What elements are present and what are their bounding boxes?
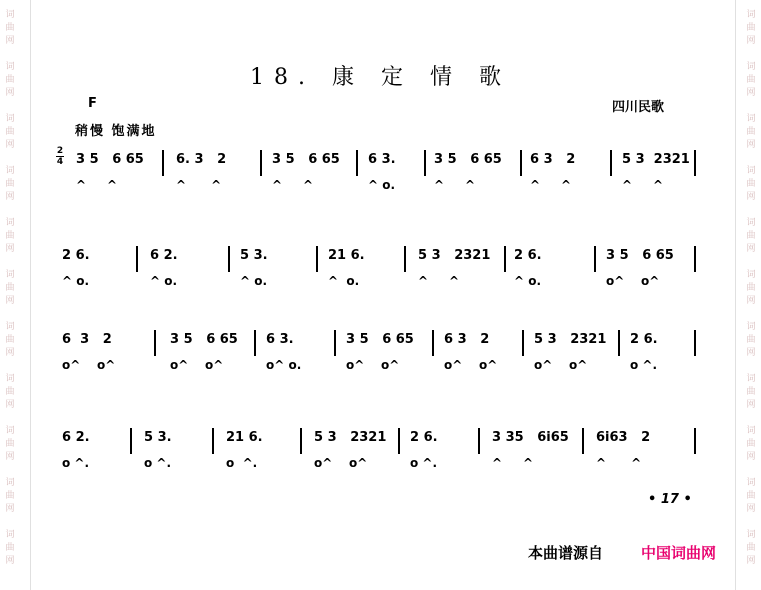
time-signature-bottom: 4 — [56, 157, 64, 167]
watermark-char: 网 — [5, 244, 15, 254]
measure-marks: ^ ^ — [530, 178, 571, 192]
measure-marks: ^ o. — [328, 274, 360, 288]
watermark-char: 曲 — [5, 491, 15, 501]
measure-marks: o ^. — [62, 456, 90, 470]
bar-line — [228, 246, 230, 272]
measure-notes: 3 5 6 65 — [346, 332, 414, 347]
measure-notes: 2 6. — [630, 332, 658, 347]
measure-notes: 6 3. — [368, 152, 396, 167]
measure-marks: o ^. — [410, 456, 438, 470]
footer-site-link[interactable]: 中国词曲网 — [641, 544, 717, 562]
watermark-char: 词 — [5, 218, 15, 228]
song-origin: 四川民歌 — [612, 100, 665, 115]
bar-line — [398, 428, 400, 454]
watermark-char: 曲 — [746, 439, 756, 449]
measure-notes: 5 3. — [240, 248, 268, 263]
watermark-char: 网 — [746, 556, 756, 566]
watermark-char: 词 — [5, 114, 15, 124]
bar-line — [582, 428, 584, 454]
song-title: 18. 康 定 情 歌 — [250, 65, 511, 90]
watermark-char: 词 — [746, 374, 756, 384]
bar-line — [212, 428, 214, 454]
watermark-char: 曲 — [5, 23, 15, 33]
footer-source-label: 本曲谱源自 — [528, 544, 604, 562]
watermark-char: 词 — [746, 10, 756, 20]
watermark-char: 曲 — [5, 231, 15, 241]
measure-marks: o^ o. — [266, 358, 302, 372]
measure-marks: ^ ^ — [418, 274, 459, 288]
bar-line — [130, 428, 132, 454]
bar-line — [610, 150, 612, 176]
measure-notes: 21 6. — [328, 248, 365, 263]
measure-marks: o^ o^ — [444, 358, 498, 372]
watermark-char: 网 — [746, 244, 756, 254]
measure-notes: 6 3 2 — [444, 332, 490, 347]
measure-notes: 2 6. — [410, 430, 438, 445]
watermark-char: 曲 — [5, 283, 15, 293]
watermark-char: 词 — [5, 426, 15, 436]
watermark-char: 网 — [746, 36, 756, 46]
measure-notes: 5 3 2321 — [314, 430, 387, 445]
bar-line — [300, 428, 302, 454]
bar-line — [162, 150, 164, 176]
watermark-char: 曲 — [746, 23, 756, 33]
watermark-char: 网 — [746, 88, 756, 98]
watermark-char: 网 — [5, 452, 15, 462]
bar-line — [316, 246, 318, 272]
watermark-char: 词 — [5, 10, 15, 20]
watermark-char: 词 — [746, 218, 756, 228]
measure-marks: ^ o. — [240, 274, 268, 288]
watermark-char: 曲 — [746, 335, 756, 345]
watermark-char: 曲 — [5, 387, 15, 397]
measure-marks: ^ ^ — [622, 178, 663, 192]
measure-notes: 5 3 2321 — [622, 152, 690, 167]
watermark-char: 网 — [5, 348, 15, 358]
measure-marks: ^ ^ — [434, 178, 475, 192]
watermark-char: 词 — [5, 62, 15, 72]
measure-marks: o^ o^ — [534, 358, 588, 372]
watermark-char: 词 — [746, 114, 756, 124]
measure-marks: o^ o^ — [170, 358, 224, 372]
measure-notes: 6 3 2 — [62, 332, 112, 347]
measure-notes: 3 5 6 65 — [170, 332, 238, 347]
measure-marks: ^ o. — [514, 274, 542, 288]
bar-line — [694, 150, 696, 176]
measure-notes: 6. 3 2 — [176, 152, 227, 167]
measure-marks: o^ o^ — [606, 274, 660, 288]
watermark-char: 曲 — [746, 231, 756, 241]
watermark-char: 曲 — [5, 335, 15, 345]
bar-line — [404, 246, 406, 272]
measure-notes: 2 6. — [62, 248, 90, 263]
watermark-char: 词 — [5, 270, 15, 280]
bar-line — [694, 428, 696, 454]
watermark-char: 曲 — [5, 179, 15, 189]
watermark-char: 曲 — [746, 387, 756, 397]
measure-marks: ^ ^ — [492, 456, 533, 470]
watermark-char: 词 — [746, 426, 756, 436]
measure-notes: 3 35 6i65 — [492, 430, 569, 445]
tempo-marking: 稍慢 饱满地 — [75, 124, 157, 139]
bar-line — [356, 150, 358, 176]
watermark-char: 网 — [5, 296, 15, 306]
bar-line — [424, 150, 426, 176]
score-system — [0, 428, 761, 498]
key-signature: F — [88, 96, 97, 111]
watermark-char: 曲 — [746, 491, 756, 501]
measure-marks: o ^. — [226, 456, 258, 470]
measure-notes: 3 5 6 65 — [272, 152, 340, 167]
score-system — [0, 150, 761, 220]
watermark-char: 曲 — [746, 543, 756, 553]
watermark-char: 曲 — [746, 127, 756, 137]
measure-marks: ^ ^ — [176, 178, 222, 192]
time-signature-top: 2 — [56, 146, 64, 156]
score-system — [0, 246, 761, 316]
bar-line — [432, 330, 434, 356]
watermark-char: 网 — [746, 452, 756, 462]
watermark-char: 词 — [746, 478, 756, 488]
measure-marks: o ^. — [630, 358, 658, 372]
watermark-char: 词 — [5, 530, 15, 540]
measure-notes: 2 6. — [514, 248, 542, 263]
score-system — [0, 330, 761, 400]
watermark-char: 曲 — [746, 179, 756, 189]
bar-line — [154, 330, 156, 356]
measure-marks: o^ o^ — [62, 358, 116, 372]
watermark-char: 网 — [5, 400, 15, 410]
watermark-char: 网 — [5, 88, 15, 98]
measure-marks: ^ o. — [368, 178, 396, 192]
watermark-char: 词 — [5, 322, 15, 332]
measure-marks: o^ o^ — [314, 456, 368, 470]
measure-marks: ^ ^ — [272, 178, 313, 192]
measure-marks: ^ ^ — [76, 178, 117, 192]
measure-notes: 6 2. — [62, 430, 90, 445]
watermark-char: 网 — [5, 556, 15, 566]
measure-notes: 21 6. — [226, 430, 263, 445]
watermark-char: 词 — [5, 374, 15, 384]
watermark-char: 曲 — [5, 127, 15, 137]
watermark-char: 词 — [746, 322, 756, 332]
watermark-char: 词 — [746, 166, 756, 176]
watermark-char: 词 — [746, 62, 756, 72]
watermark-char: 网 — [746, 296, 756, 306]
measure-notes: 3 5 6 65 — [606, 248, 674, 263]
watermark-char: 网 — [746, 140, 756, 150]
watermark-char: 曲 — [746, 283, 756, 293]
measure-notes: 6 3. — [266, 332, 294, 347]
measure-notes: 5 3. — [144, 430, 172, 445]
measure-notes: 5 3 2321 — [418, 248, 491, 263]
watermark-char: 曲 — [5, 543, 15, 553]
measure-notes: 6 3 2 — [530, 152, 576, 167]
watermark-char: 网 — [5, 192, 15, 202]
bar-line — [504, 246, 506, 272]
bar-line — [260, 150, 262, 176]
watermark-char: 曲 — [5, 75, 15, 85]
watermark-char: 网 — [5, 504, 15, 514]
measure-notes: 6i63 2 — [596, 430, 651, 445]
measure-notes: 3 5 6 65 — [434, 152, 502, 167]
bar-line — [520, 150, 522, 176]
measure-marks: ^ o. — [150, 274, 178, 288]
watermark-char: 网 — [5, 140, 15, 150]
bar-line — [478, 428, 480, 454]
bar-line — [618, 330, 620, 356]
watermark-char: 网 — [746, 400, 756, 410]
watermark-char: 曲 — [5, 439, 15, 449]
watermark-char: 词 — [746, 270, 756, 280]
bar-line — [594, 246, 596, 272]
bar-line — [694, 330, 696, 356]
measure-marks: o ^. — [144, 456, 172, 470]
measure-marks: o^ o^ — [346, 358, 400, 372]
bar-line — [694, 246, 696, 272]
measure-notes: 6 2. — [150, 248, 178, 263]
bar-line — [136, 246, 138, 272]
measure-marks: ^ ^ — [596, 456, 642, 470]
watermark-char: 词 — [5, 478, 15, 488]
watermark-char: 词 — [5, 166, 15, 176]
watermark-char: 词 — [746, 530, 756, 540]
watermark-char: 网 — [746, 348, 756, 358]
watermark-char: 网 — [5, 36, 15, 46]
measure-notes: 3 5 6 65 — [76, 152, 144, 167]
watermark-char: 曲 — [746, 75, 756, 85]
measure-notes: 5 3 2321 — [534, 332, 607, 347]
watermark-char: 网 — [746, 192, 756, 202]
bar-line — [334, 330, 336, 356]
bar-line — [254, 330, 256, 356]
watermark-char: 网 — [746, 504, 756, 514]
bar-line — [522, 330, 524, 356]
measure-marks: ^ o. — [62, 274, 90, 288]
page-number: • 17 • — [648, 492, 692, 507]
